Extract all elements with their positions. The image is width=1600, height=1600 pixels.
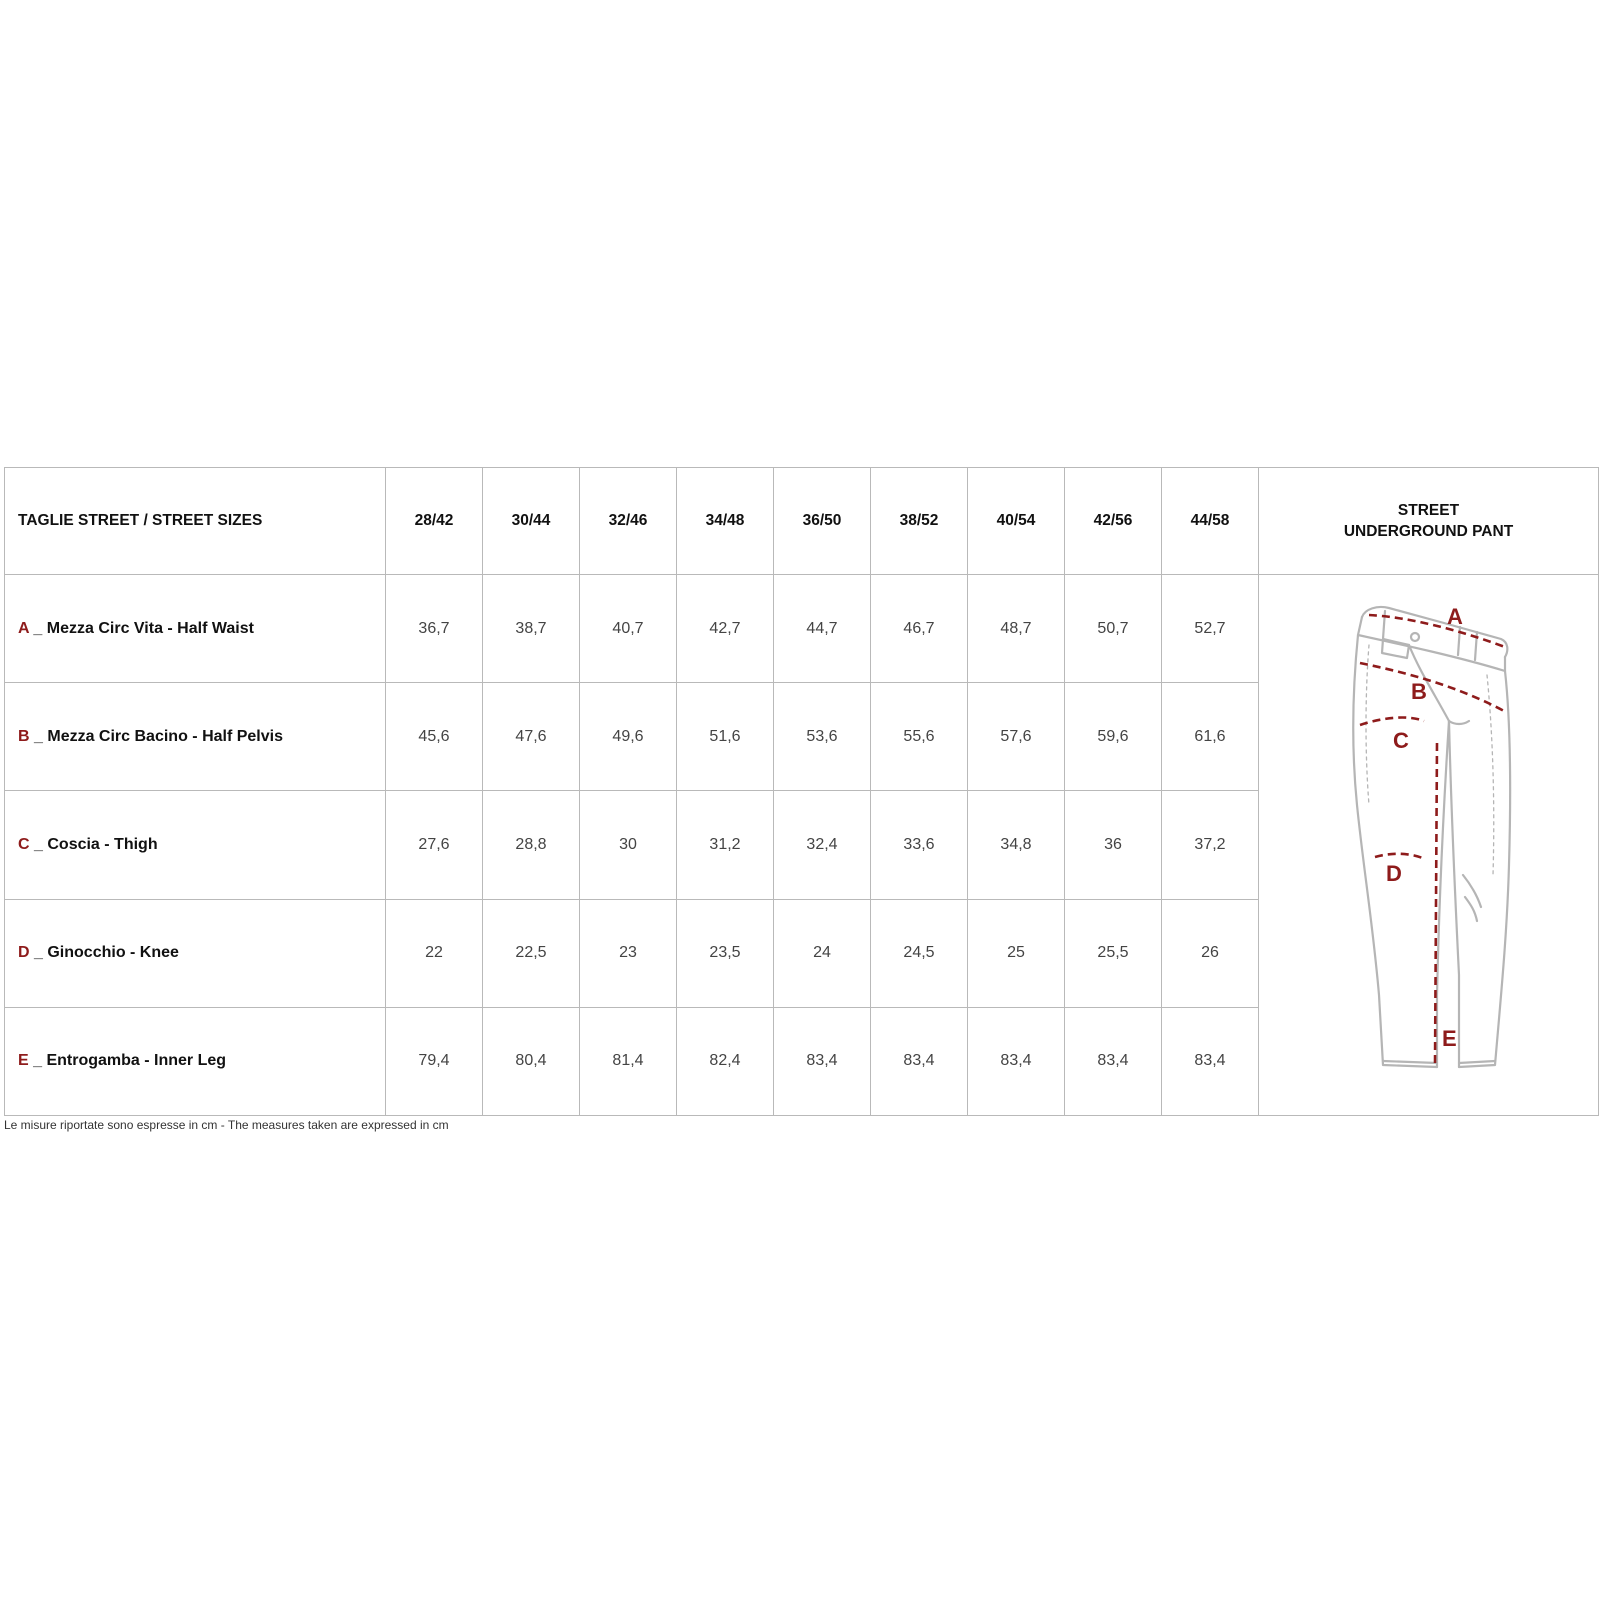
value-cell: 52,7	[1162, 575, 1259, 683]
size-header-label: TAGLIE STREET / STREET SIZES	[5, 468, 386, 575]
size-column-header: 40/54	[968, 468, 1065, 575]
measurement-lines	[1360, 615, 1505, 1065]
value-cell: 51,6	[677, 683, 774, 791]
measure-name: Entrogamba - Inner Leg	[46, 1052, 227, 1070]
value-cell: 49,6	[580, 683, 677, 791]
row-label	[5, 683, 386, 791]
product-line1: STREET	[1397, 502, 1460, 519]
size-column-header: 32/46	[580, 468, 677, 575]
value-cell: 32,4	[774, 791, 871, 899]
row-label	[5, 1007, 386, 1115]
measure-letter: B	[18, 727, 30, 745]
value-cell: 24,5	[871, 899, 968, 1007]
value-cell: 57,6	[968, 683, 1065, 791]
header-row	[5, 468, 1599, 575]
marker-c: C	[1393, 728, 1409, 753]
value-cell: 55,6	[871, 683, 968, 791]
size-column-header: 36/50	[774, 468, 871, 575]
measurement-row-a	[5, 575, 1599, 683]
value-cell: 83,4	[1162, 1007, 1259, 1115]
measure-letter: D	[18, 944, 30, 962]
value-cell: 83,4	[774, 1007, 871, 1115]
thigh-line-c	[1360, 718, 1424, 725]
value-cell: 34,8	[968, 791, 1065, 899]
measure-letter: C	[18, 835, 30, 853]
value-cell: 27,6	[386, 791, 483, 899]
size-chart-table	[4, 467, 1599, 1116]
measure-letter: E	[18, 1052, 29, 1070]
label-separator: _	[29, 944, 48, 962]
marker-b: B	[1411, 679, 1427, 704]
value-cell: 24	[774, 899, 871, 1007]
pelvis-line-b	[1360, 663, 1504, 711]
value-cell: 83,4	[1065, 1007, 1162, 1115]
value-cell: 82,4	[677, 1007, 774, 1115]
marker-d: D	[1386, 861, 1402, 886]
label-separator: _	[28, 619, 47, 637]
value-cell: 23,5	[677, 899, 774, 1007]
value-cell: 46,7	[871, 575, 968, 683]
size-column-header: 44/58	[1162, 468, 1259, 575]
value-cell: 44,7	[774, 575, 871, 683]
value-cell: 23	[580, 899, 677, 1007]
value-cell: 38,7	[483, 575, 580, 683]
value-cell: 42,7	[677, 575, 774, 683]
value-cell: 80,4	[483, 1007, 580, 1115]
value-cell: 22,5	[483, 899, 580, 1007]
label-separator: _	[28, 1052, 47, 1070]
value-cell: 48,7	[968, 575, 1065, 683]
value-cell: 40,7	[580, 575, 677, 683]
value-cell: 31,2	[677, 791, 774, 899]
label-separator: _	[29, 835, 48, 853]
row-label	[5, 575, 386, 683]
marker-a: A	[1447, 604, 1463, 629]
size-column-header: 42/56	[1065, 468, 1162, 575]
size-column-header: 34/48	[677, 468, 774, 575]
value-cell: 47,6	[483, 683, 580, 791]
row-label	[5, 899, 386, 1007]
marker-e: E	[1442, 1026, 1457, 1051]
value-cell: 45,6	[386, 683, 483, 791]
knee-line-d	[1375, 854, 1425, 859]
illustration-cell	[1259, 575, 1599, 1116]
product-line2: UNDERGROUND PANT	[1343, 523, 1514, 540]
measure-name: Mezza Circ Bacino - Half Pelvis	[47, 727, 283, 745]
size-column-header: 28/42	[386, 468, 483, 575]
value-cell: 33,6	[871, 791, 968, 899]
value-cell: 30	[580, 791, 677, 899]
pants-outline	[1353, 607, 1510, 1067]
value-cell: 79,4	[386, 1007, 483, 1115]
value-cell: 81,4	[580, 1007, 677, 1115]
product-name-header	[1259, 468, 1599, 575]
value-cell: 26	[1162, 899, 1259, 1007]
measure-name: Coscia - Thigh	[47, 835, 158, 853]
label-separator: _	[29, 727, 48, 745]
value-cell: 59,6	[1065, 683, 1162, 791]
value-cell: 50,7	[1065, 575, 1162, 683]
value-cell: 22	[386, 899, 483, 1007]
value-cell: 61,6	[1162, 683, 1259, 791]
value-cell: 83,4	[968, 1007, 1065, 1115]
value-cell: 83,4	[871, 1007, 968, 1115]
value-cell: 53,6	[774, 683, 871, 791]
value-cell: 37,2	[1162, 791, 1259, 899]
value-cell: 36	[1065, 791, 1162, 899]
measurement-footnote: Le misure riportate sono espresse in cm - The measures taken are expressed in cm	[4, 1118, 449, 1132]
value-cell: 25	[968, 899, 1065, 1007]
value-cell: 36,7	[386, 575, 483, 683]
size-column-header: 38/52	[871, 468, 968, 575]
value-cell: 28,8	[483, 791, 580, 899]
measure-name: Mezza Circ Vita - Half Waist	[46, 619, 254, 637]
value-cell: 25,5	[1065, 899, 1162, 1007]
size-column-header: 30/44	[483, 468, 580, 575]
measure-letter: A	[18, 619, 29, 637]
row-label	[5, 791, 386, 899]
pants-measurement-diagram-icon	[1259, 575, 1598, 1110]
measure-name: Ginocchio - Knee	[47, 944, 179, 962]
